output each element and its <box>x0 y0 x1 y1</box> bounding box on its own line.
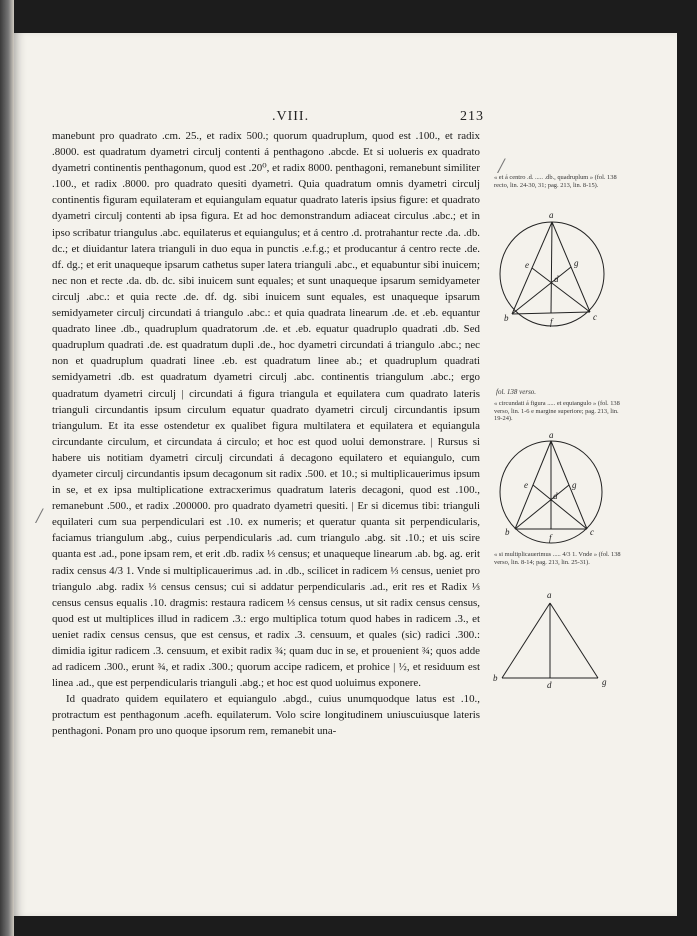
fig3-label-b: b <box>493 673 498 683</box>
fig2-label-a: a <box>549 430 554 440</box>
folio-note: fol. 138 verso. <box>496 388 537 396</box>
fig3-label-a: a <box>547 590 552 600</box>
fig2-label-g: g <box>572 480 577 490</box>
book-page <box>14 33 677 916</box>
margin-note-3: « si multiplicauerimus ..... 4/3 1. Vnde » (fol. 138 verso, lin. 8-14; pag. 213, lin. 25-31). <box>494 551 621 566</box>
paragraph-2: Id quadrato quidem equilatero et equiangulo .abgd., cuius unumquodque latus est .10., protractum est penthagonum .acefh. equilaterum. Volo scire longitudinem uniuscuiusque lateris penthagoni. Ponam pro uno quoque ipsorum rem, remanebit una- <box>52 693 480 738</box>
figure-3-triangle-abg <box>492 590 612 690</box>
fig1-label-b: b <box>504 313 509 323</box>
fig1-label-f: f <box>550 317 553 327</box>
figure-1-circle-triangle <box>492 208 612 328</box>
page-number: 213 <box>460 109 484 124</box>
fig2-label-f: f <box>549 533 552 543</box>
figure-2-circle-triangle <box>495 430 607 548</box>
margin-slash-mark-left: / <box>36 503 43 528</box>
margin-note-1: « et á centro .d. ..... .db., quadruplum » (fol. 138 recto, lin. 24-30, 31; pag. 213, lin. 8-15). <box>494 174 617 189</box>
fig1-label-g: g <box>574 258 579 268</box>
margin-slash-mark: / <box>498 153 505 178</box>
main-text <box>52 128 480 740</box>
fig3-label-g: g <box>602 677 607 687</box>
paragraph-1: manebunt pro quadrato .cm. 25., et radix 500.; quorum quadruplum, quod est .100., et radix .8000. est quadratum dyametri circulj contenti á penthagono .abcde. Et si uolueris ex quadrato dyametri continentis penthagonum, quod est .20⁰, et radix 8000. penthagoni, remanebunt similiter .100., et radix .8000. pro quadrato quesiti dyametri. Quia quadratum omnis dyametri circulj continentis figuram equilateram et equiangulam equatur quadrato lateris ipsius figure: et quadrato dyametri circulj contenti ab ipsa figura. Et ad hoc demonstrandum adiaceat circulus .abc.; et in ipso scribatur triangulus .abc. equilaterus et equiangulus; et á centro .d. protrahantur recte .da. .db. dc.; et diuidantur latera trianguli in duo equa in punctis .e.f.g.; et producantur á centro recte .de. df. dg.; et erit unaqueque ipsarum cathetus super latera trianguli .abc., et equabuntur sibi inuicem; nec non et recte .da. db. dc. sibi inuicem sunt equales; et sunt unaqueque ipsarum semidyameter circulj .abc.: et quia recte .de. df. dg. sibi inuicem sunt equales, est unaqueque ipsarum semidyameter circulj circundati á triangulo .abc.: et quia quadrata linearum .de. et .eb. equantur quadrato linee .db., quadruplum quadratorum .de. et .eb. equatur quadruplo quadrati .db. Sed quadruplum quadrati .de. est quadratum dupli .de., hoc dyametri circundati á triangulo .abc.; nec non et quadruplum quadrati linee .eb. est quadratum linee ab.; et quadruplum quadrati semidyametri .db. est quadratum dyametri circulj .abc. continentis triangulum .abc.; ergo quadratum dyametri circulj | circundati á figura triangula et equilatera cum quadrato lateris trianguli circundantis ipsum circulum equatur quadrato dyametri circulj circundantis ipsum triangulum. Et ita esse ostendetur ex qualibet figura multilatera et equilatera et equiangula circundante circulum, et circundata á circulo; et hoc est quod uolui demonstrare. | Rursus si habere uis notitiam dyametri circulj circundati á decagono equilatero et equiangulo, cum dyameter circulj circundantis ipsum decagonum sit radix .500. et 10.; si multiplicauerimus ipsum in se, et ex ipsa multiplicatione extracxerimus quadratum lateris decagoni, quod est .100., remanebunt .500., et radix .200000. pro quadrato dyametri quesiti. | Er si dicemus tibi: trianguli equilateri cum sua perpendiculari est .10. ex numeris; et queratur quanta sit perpendicularis, faciamus triangulum .abg., cuius perpendicularis .ad. cum triangulo .abg. sit .10.; et uis scire quanta est .ad., pone ipsam rem, et erit .db. radix ⅓ census; et unaqueque linearum .ab. bg. ag. erit radix census 4/3 1. Vnde si multiplicauerimus .ad. in .db., scilicet in radicem ⅓ census, ueniet pro triangulo .abg. radix ⅓ census census; cui si addatur perpendicularis .ad., erit res et Radix ⅓ census census equalis .10. dragmis: restaura radicem ⅓ census census, ut sit radix census census, quod est ut multiplices illud in radicem .3.: ergo multiplica totum quod habes in radicem .3., et ueniet radix census census, que est census, et radix .3. censuum, et quales (sic) radici .300.: dimidia igitur radicem .3. censuum, et exibit radix ¾; quam duc in se, et prouenient ¾; quos adde ad radicem .300., erunt ¾, et radix .300.; quorum accipe radicem, et prohice | ½, et residuum est linea .ad., que est perpendicularis trianguli .abg.; et hoc est quod uoluimus exponere. <box>52 130 480 690</box>
chapter-heading: .VIII. <box>272 109 310 124</box>
fig2-label-b: b <box>505 527 510 537</box>
fig1-label-a: a <box>549 210 554 220</box>
fig1-label-e: e <box>525 260 529 270</box>
fig2-label-c: c <box>590 527 594 537</box>
book-binding-edge <box>0 0 14 936</box>
fig2-label-e: e <box>524 480 528 490</box>
fig1-label-d: d <box>554 274 559 284</box>
fig2-label-d: d <box>553 491 558 501</box>
fig1-label-c: c <box>593 312 597 322</box>
fig3-label-d: d <box>547 680 552 690</box>
margin-note-2: « circundati á figura ..... et equiangulo » (fol. 138 verso, lin. 1-6 e margine superiore; pag. 213, lin. 19-24). <box>494 400 620 422</box>
